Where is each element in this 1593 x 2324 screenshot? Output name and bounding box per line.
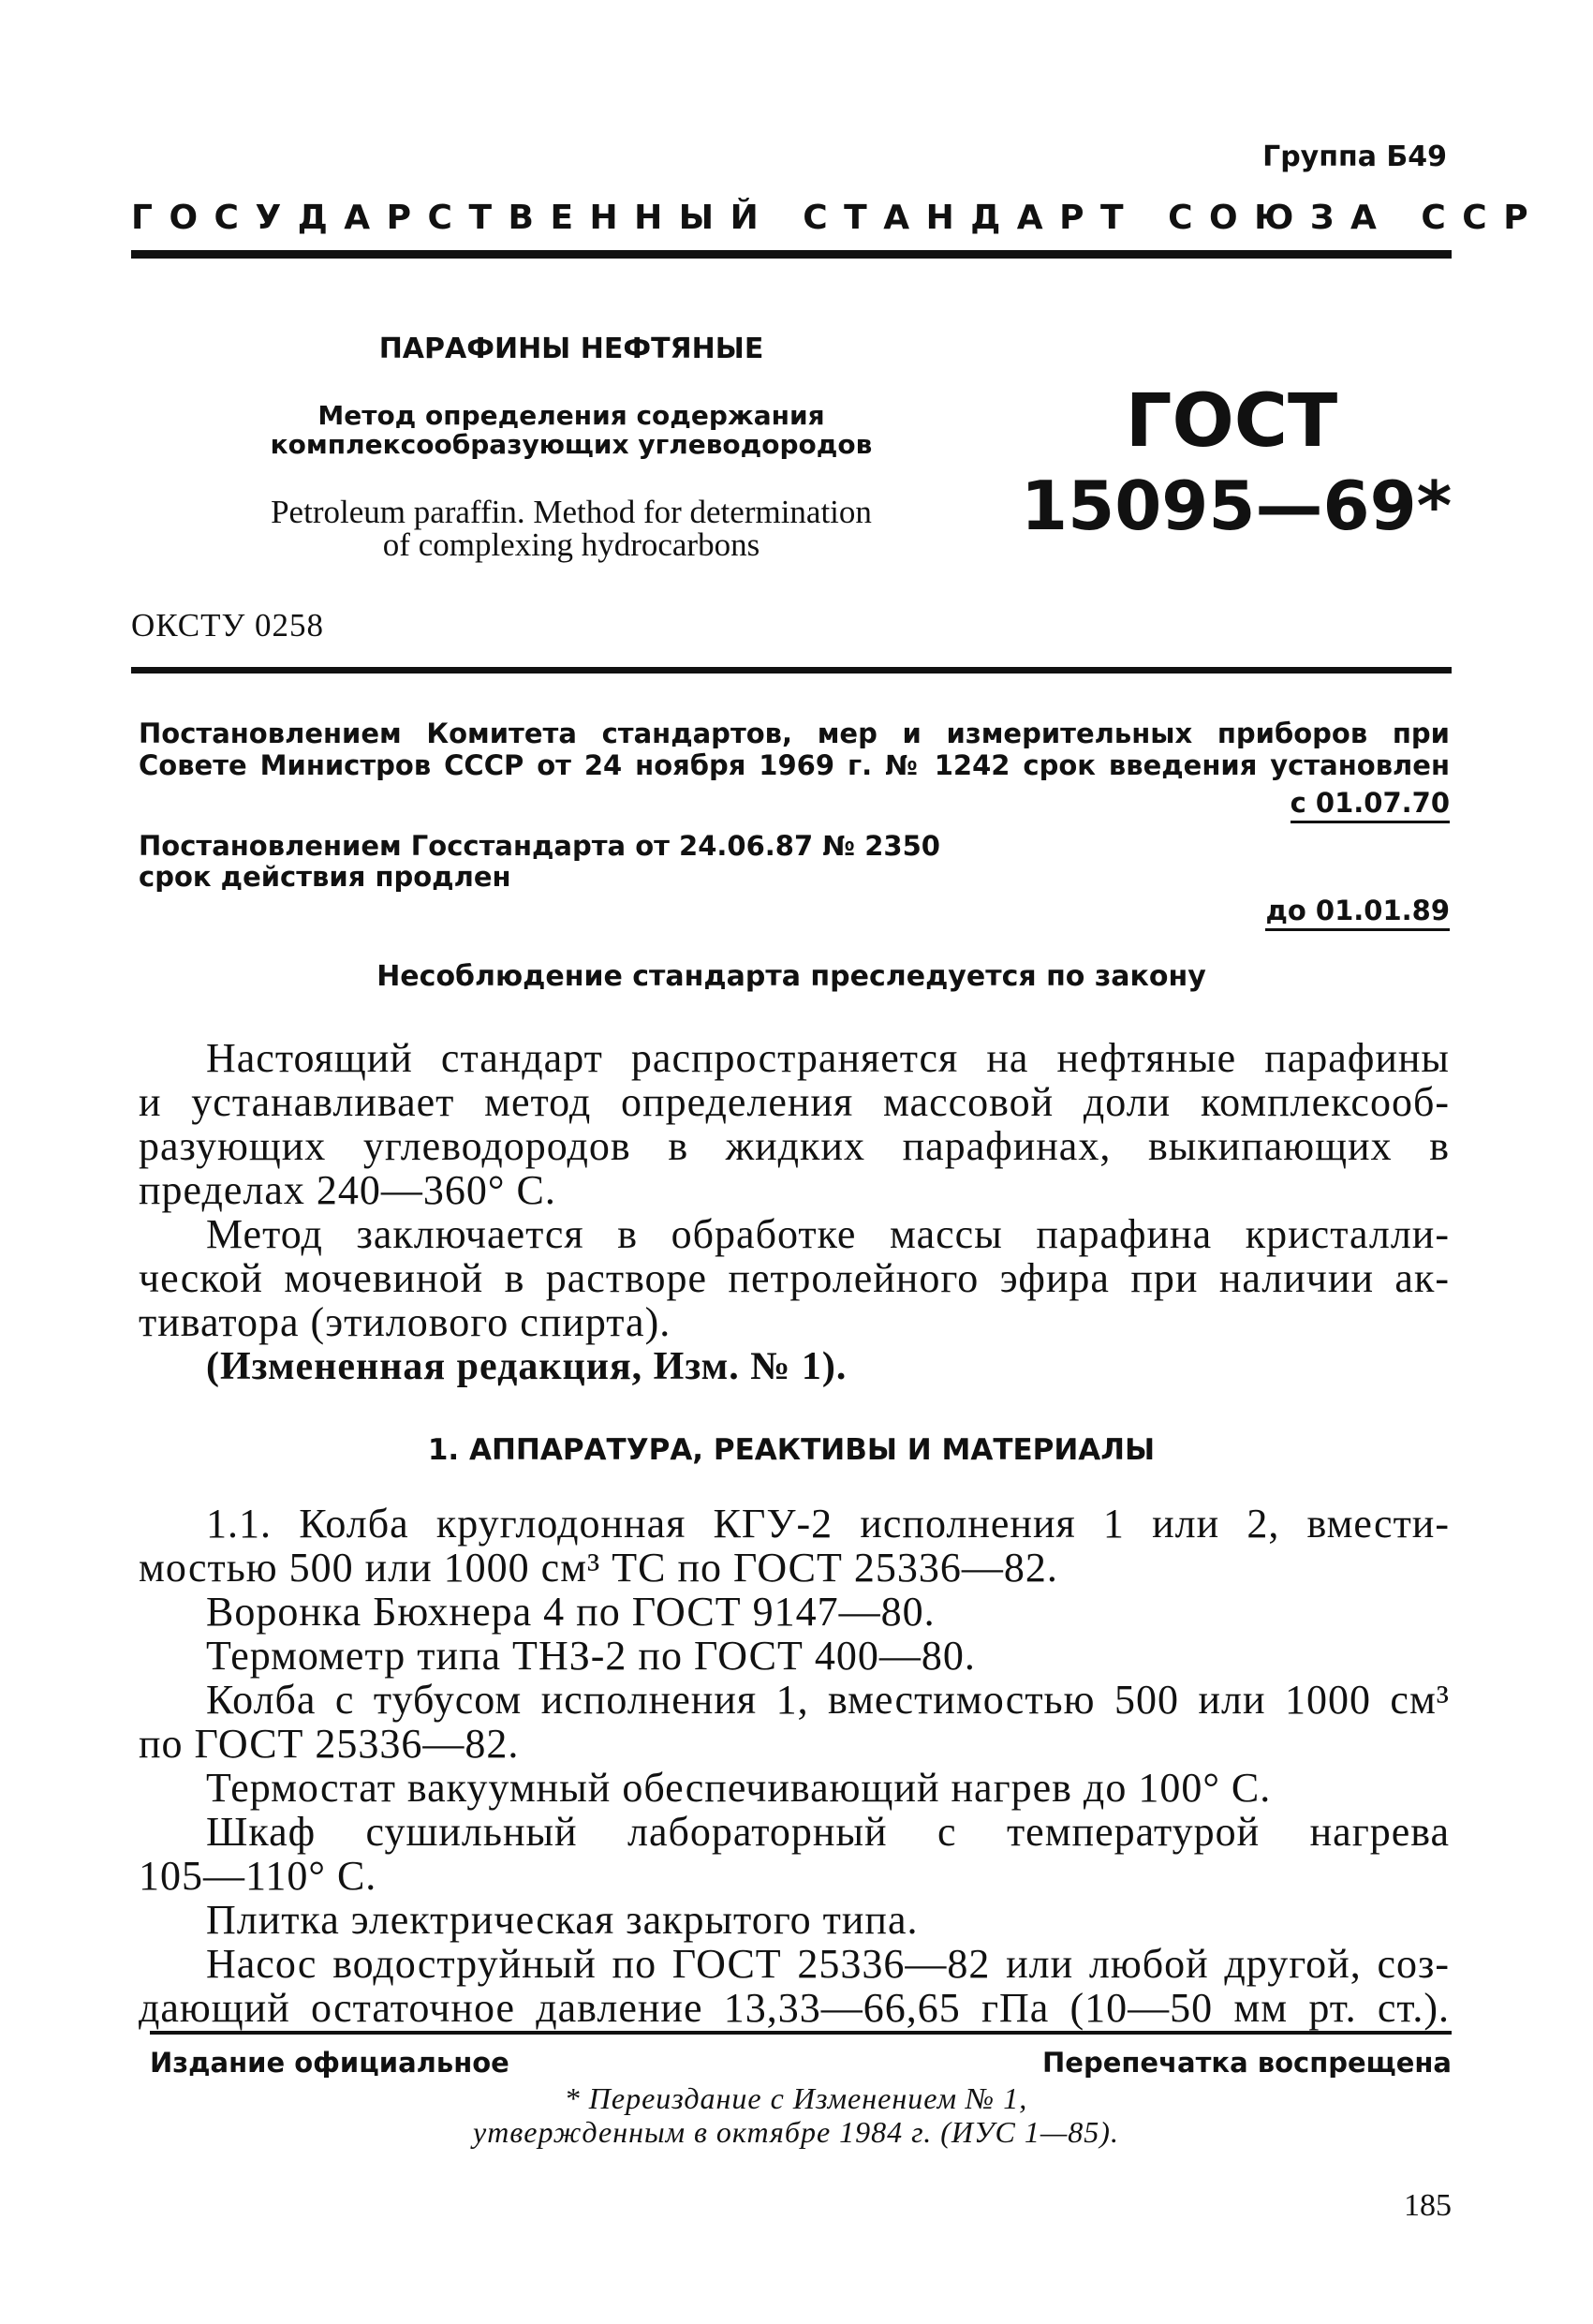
- gost-number: 15095—69*: [1021, 466, 1453, 545]
- decree-line-2: Совете Министров СССР от 24 ноября 1969 г. № 1242 срок введения установлен: [139, 749, 1450, 781]
- decree-line-4: срок действия продлен: [139, 861, 511, 893]
- header-rule: [131, 250, 1452, 259]
- page-number: 185: [1404, 2188, 1452, 2223]
- text-line: мостью 500 или 1000 см³ ТС по ГОСТ 25336—82.: [139, 1545, 1058, 1591]
- text-line: Плитка электрическая закрытого типа.: [206, 1897, 919, 1943]
- date-from: с 01.07.70: [1199, 787, 1450, 819]
- decree-line-1: Постановлением Комитета стандартов, мер и измерительных приборов при: [139, 718, 1450, 749]
- standard-title: ГОСУДАРСТВЕННЫЙ СТАНДАРТ СОЮЗА ССР: [131, 199, 1545, 237]
- text-line: Метод заключается в обработке массы парафина кристалли-: [206, 1211, 1450, 1257]
- section-1-body: [139, 1502, 1450, 2030]
- text-line: Термостат вакуумный обеспечивающий нагрев до 100° С.: [206, 1765, 1272, 1811]
- amendment-note: (Измененная редакция, Изм. № 1).: [206, 1345, 848, 1388]
- group-label: Группа Б49: [1262, 141, 1447, 173]
- text-line: Насос водоструйный по ГОСТ 25336—82 или любой другой, соз-: [206, 1941, 1450, 1987]
- section-heading: 1. АППАРАТУРА, РЕАКТИВЫ И МАТЕРИАЛЫ: [427, 1433, 1156, 1467]
- title-rule: [131, 667, 1452, 674]
- text-line: дающий остаточное давление 13,33—66,65 гПа (10—50 мм рт. ст.).: [139, 1985, 1450, 2031]
- subtitle-line-2: комплексообразующих углеводородов: [270, 429, 873, 460]
- intro-paragraph-1: [139, 1036, 1450, 1212]
- subtitle-line-1: Метод определения содержания: [317, 400, 825, 431]
- footer-rule: [150, 2031, 1452, 2035]
- reissue-note-line-2: утвержденным в октябре 1984 г. (ИУС 1—85).: [473, 2115, 1119, 2149]
- text-line: разующих углеводородов в жидких парафинах, выкипающих в: [139, 1123, 1450, 1169]
- reissue-note-line-1: * Переиздание с Изменением № 1,: [564, 2081, 1028, 2115]
- reprint-label: Перепечатка воспрещена: [1042, 2047, 1452, 2079]
- text-line: Настоящий стандарт распространяется на нефтяные парафины: [206, 1035, 1450, 1081]
- text-line: пределах 240—360° С.: [139, 1167, 556, 1213]
- text-line: тиватора (этилового спирта).: [139, 1299, 671, 1345]
- decree-line-3: Постановлением Госстандарта от 24.06.87 № 2350: [139, 830, 940, 862]
- text-line: 105—110° С.: [139, 1853, 377, 1899]
- text-line: Шкаф сушильный лабораторный с температурой нагрева: [206, 1809, 1450, 1855]
- law-notice: Несоблюдение стандарта преследуется по закону: [376, 960, 1206, 993]
- gost-label: ГОСТ: [1125, 379, 1338, 464]
- intro-paragraph-2: [139, 1212, 1450, 1344]
- edition-label: Издание официальное: [150, 2047, 509, 2079]
- text-line: Колба с тубусом исполнения 1, вместимостью 500 или 1000 см³: [206, 1677, 1450, 1723]
- text-line: Термометр типа ТНЗ-2 по ГОСТ 400—80.: [206, 1633, 976, 1679]
- text-line: 1.1. Колба круглодонная КГУ-2 исполнения 1 или 2, вмести-: [206, 1501, 1450, 1547]
- english-title-line-2: of complexing hydrocarbons: [382, 526, 760, 563]
- text-line: и устанавливает метод определения массовой доли комплексооб-: [139, 1079, 1450, 1125]
- text-line: ческой мочевиной в растворе петролейного эфира при наличии ак-: [139, 1255, 1450, 1301]
- okstu-code: ОКСТУ 0258: [131, 607, 325, 644]
- document-title: ПАРАФИНЫ НЕФТЯНЫЕ: [378, 333, 764, 365]
- english-title-line-1: Petroleum paraffin. Method for determination: [271, 494, 872, 530]
- date-to: до 01.01.89: [1199, 895, 1450, 926]
- text-line: Воронка Бюхнера 4 по ГОСТ 9147—80.: [206, 1589, 936, 1635]
- text-line: по ГОСТ 25336—82.: [139, 1721, 520, 1767]
